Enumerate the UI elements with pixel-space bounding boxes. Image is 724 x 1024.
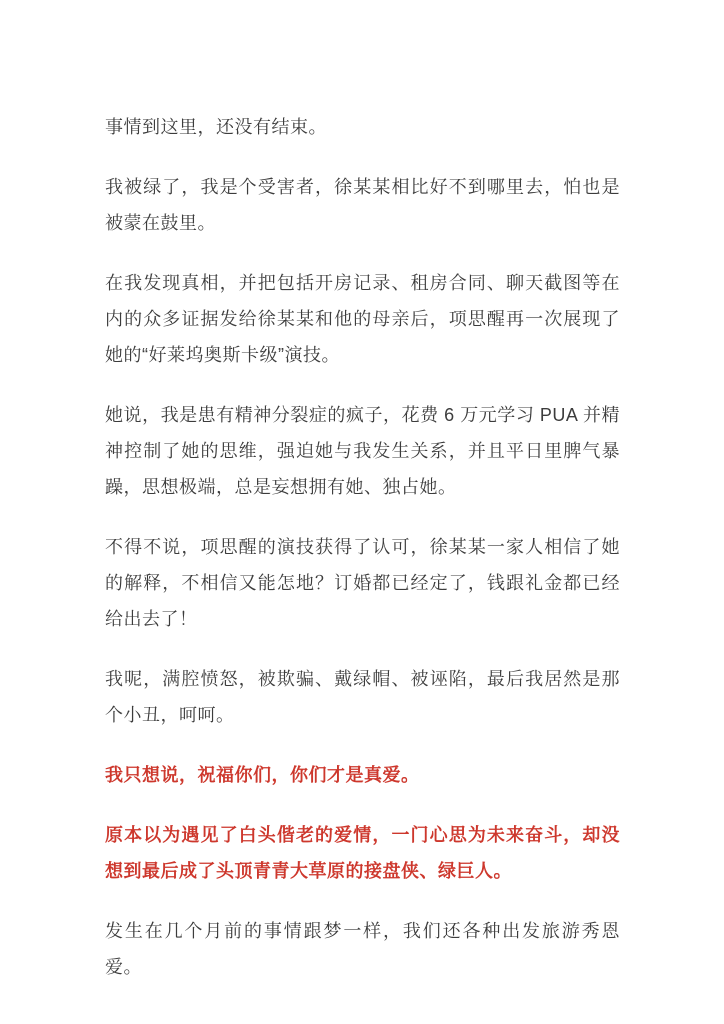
paragraph-6: 我呢，满腔愤怒，被欺骗、戴绿帽、被诬陷，最后我居然是那个小丑，呵呵。 [105,669,620,725]
paragraph-7-emphasis: 我只想说，祝福你们，你们才是真爱。 [105,765,420,785]
paragraph-9: 发生在几个月前的事情跟梦一样，我们还各种出发旅游秀恩爱。 [105,921,620,977]
paragraph-2: 我被绿了，我是个受害者，徐某某相比好不到哪里去，怕也是被蒙在鼓里。 [105,177,620,233]
paragraph-8-emphasis: 原本以为遇见了白头偕老的爱情，一门心思为未来奋斗，却没想到最后成了头顶青青大草原的接盘侠、绿巨人。 [105,825,620,881]
paragraph-4: 她说，我是患有精神分裂症的疯子，花费 6 万元学习 PUA 并精神控制了她的思维，强迫她与我发生关系，并且平日里脾气暴躁，思想极端，总是妄想拥有她、独占她。 [105,405,620,497]
paragraph-1: 事情到这里，还没有结束。 [105,117,327,137]
paragraph-5: 不得不说，项思醒的演技获得了认可，徐某某一家人相信了她的解释，不相信又能怎地？订婚都已经定了，钱跟礼金都已经给出去了！ [105,537,620,629]
paragraph-3: 在我发现真相，并把包括开房记录、租房合同、聊天截图等在内的众多证据发给徐某某和他的母亲后，项思醒再一次展现了她的“好莱坞奥斯卡级”演技。 [105,273,620,365]
